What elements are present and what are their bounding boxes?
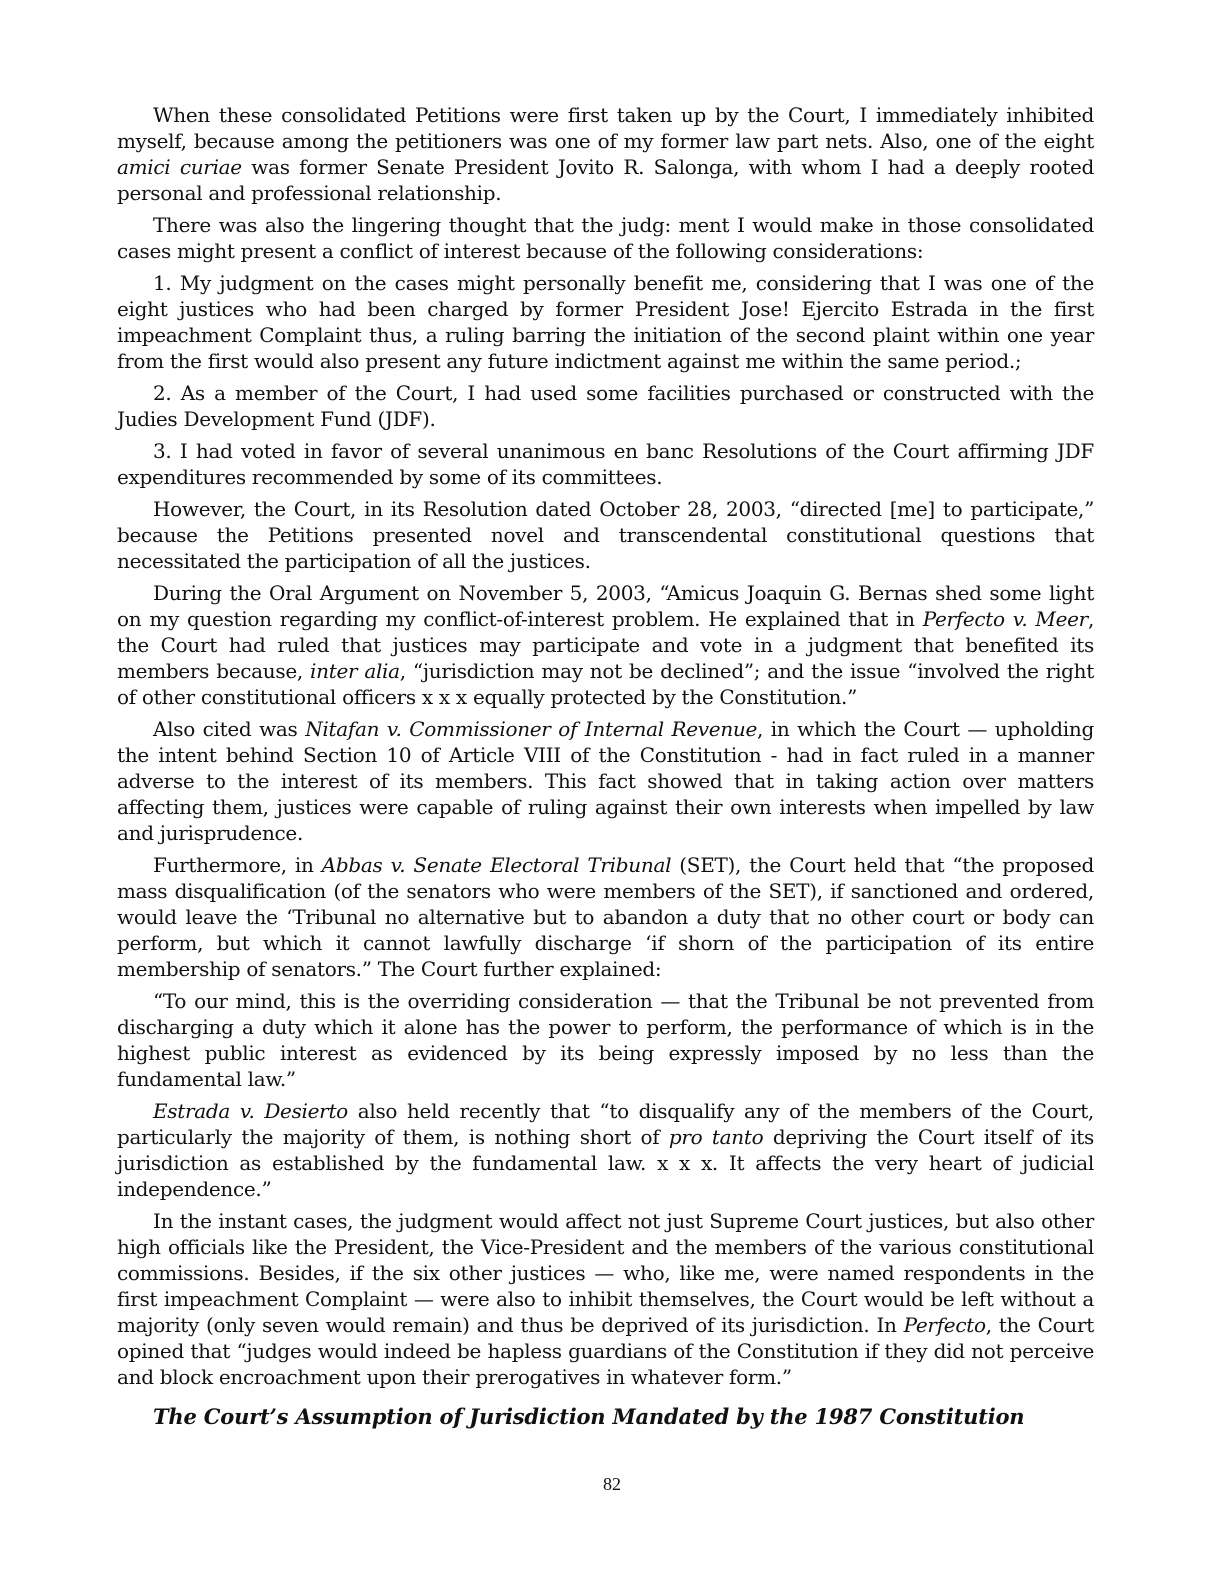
section-heading: The Court’s Assumption of Jurisdiction Mandated by the 1987 Constitution — [153, 1404, 1025, 1429]
paragraph-text: was former Senate President Jovito R. Salonga, with whom I had a deeply rooted personal and professional relationship. — [117, 155, 1094, 205]
body-paragraph — [117, 988, 1094, 1092]
italic-citation: amici curiae — [117, 155, 242, 179]
italic-citation: Perfecto v. Meer — [922, 607, 1088, 631]
body-paragraph — [117, 102, 1094, 206]
body-paragraph — [117, 852, 1094, 982]
paragraph-text: However, the Court, in its Resolution dated October 28, 2003, “directed [me] to participate,” because the Petitions presented novel and transcendental constitutional questions that necessitated the participation of all the justices. — [117, 497, 1094, 573]
paragraph-text: During the Oral Argument on November 5, 2003, “Amicus Joaquin G. Bernas shed some light on my question regarding my conflict-of-interest problem. He explained that in — [117, 581, 1094, 631]
italic-citation: inter alia — [310, 659, 400, 683]
italic-citation: Perfecto — [903, 1313, 986, 1337]
paragraph-text: There was also the lingering thought that the judg: ment I would make in those consolidated cases might present a conflict of interest because of the following considerations: — [117, 213, 1094, 263]
paragraph-text: also held recently that “to disqualify any of the members of the Court, particularly the majority of them, is nothing short of — [117, 1099, 1094, 1149]
italic-citation: Estrada v. Desierto — [153, 1099, 348, 1123]
body-paragraph — [117, 580, 1094, 710]
paragraph-text: depriving the Court itself of its jurisdiction as established by the fundamental law. x x x. It affects the very heart of judicial independence.” — [117, 1125, 1094, 1201]
paragraph-text: “To our mind, this is the overriding consideration — that the Tribunal be not prevented from discharging a duty which it alone has the power to perform, the performance of which is in the highest public interest as evidenced by its being expressly imposed by no less than the fundamental law.” — [117, 989, 1094, 1091]
paragraph-text: 1. My judgment on the cases might personally benefit me, considering that I was one of the eight justices who had been charged by former President Jose! Ejercito Estrada in the first impeachment Complaint thus, a ruling barring the initiation of the second plaint within one year from the first would also present any future indictment against me within the same period.; — [117, 271, 1094, 373]
paragraph-text: In the instant cases, the judgment would affect not just Supreme Court justices, but also other high officials like the President, the Vice-President and the members of the various constitutional commissions. Besides, if the six other justices — who, like me, were named respondents in the first impeachment Complaint — were also to inhibit themselves, the Court would be left without a majority (only seven would remain) and thus be deprived of its jurisdiction. In — [117, 1209, 1094, 1337]
body-paragraph — [117, 380, 1094, 432]
paragraph-text: , the Court had ruled that justices may participate and vote in a judgment that benefited its members because, — [117, 607, 1095, 683]
body-paragraph — [117, 270, 1094, 374]
document-body — [117, 102, 1094, 1396]
paragraph-text: Furthermore, in — [153, 853, 322, 877]
paragraph-text: , in which the Court — upholding the intent behind Section 10 of Article VIII of the Constitution - had in fact ruled in a manner adverse to the interest of its members. This fact showed that in taking action over matters affecting them, justices were capable of ruling against their own interests when impelled by law and jurisprudence. — [117, 717, 1094, 845]
paragraph-text: 2. As a member of the Court, I had used some facilities purchased or constructed with the Judies Development Fund (JDF). — [117, 381, 1094, 431]
italic-citation: pro tanto — [668, 1125, 764, 1149]
body-paragraph — [117, 438, 1094, 490]
body-paragraph — [117, 716, 1094, 846]
paragraph-text: When these consolidated Petitions were first taken up by the Court, I immediately inhibited myself, because among the petitioners was one of my former law part nets. Also, one of the eight — [117, 103, 1094, 153]
body-paragraph — [117, 212, 1094, 264]
paragraph-text: 3. I had voted in favor of several unanimous en banc Resolutions of the Court affirming JDF expenditures recommended by some of its committees. — [117, 439, 1094, 489]
italic-citation: Nitafan v. Commissioner of Internal Revenue — [305, 717, 758, 741]
italic-citation: Abbas v. Senate Electoral Tribunal — [321, 853, 672, 877]
paragraph-text: , “jurisdiction may not be declined”; and the issue “involved the right of other constitutional officers x x x equally protected by the Constitution.” — [117, 659, 1094, 709]
body-paragraph — [117, 1098, 1094, 1202]
paragraph-text: Also cited was — [153, 717, 306, 741]
body-paragraph — [117, 496, 1094, 574]
page-number: 82 — [603, 1474, 621, 1494]
body-paragraph — [117, 1208, 1094, 1390]
paragraph-text: , the Court opined that “judges would indeed be hapless guardians of the Constitution if they did not perceive and block encroachment upon their prerogatives in whatever form.” — [117, 1313, 1094, 1389]
paragraph-text: (SET), the Court held that “the proposed mass disqualification (of the senators who were members of the SET), if sanctioned and ordered, would leave the ‘Tribunal no alternative but to abandon a duty that no other court or body can perform, but which it cannot lawfully discharge ‘if shorn of the participation of its entire membership of senators.” The Court further explained: — [117, 853, 1094, 981]
